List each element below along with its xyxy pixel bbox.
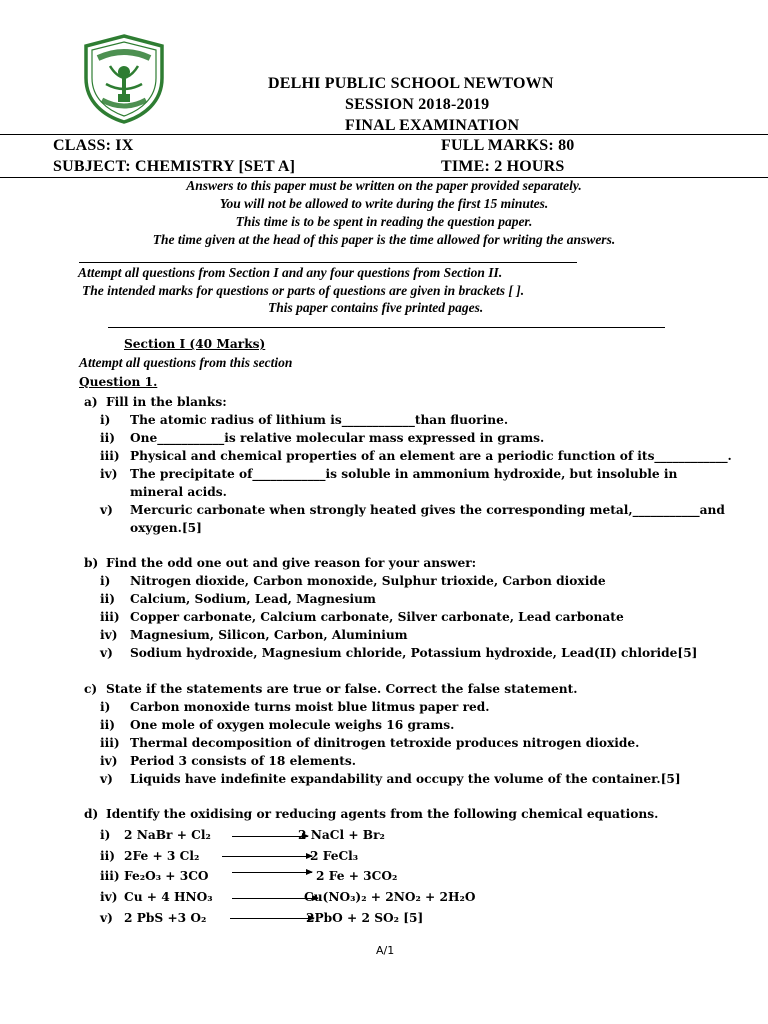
- part-b-label: b): [84, 556, 99, 570]
- list-item: [100, 413, 732, 431]
- reaction-arrow: [222, 856, 312, 857]
- time-label: TIME: 2 HOURS: [441, 158, 565, 175]
- general-instruction: The intended marks for questions or parts of questions are given in brackets [ ].: [82, 283, 525, 298]
- header-rule-top: [0, 134, 768, 135]
- item-text: Copper carbonate, Calcium carbonate, Silver carbonate, Lead carbonate: [130, 610, 624, 624]
- equation-rhs: 2 Fe + 3CO₂: [316, 869, 398, 883]
- equation-number: iv): [100, 890, 118, 904]
- list-item: [100, 503, 732, 521]
- subject-label: SUBJECT: CHEMISTRY [SET A]: [53, 158, 296, 175]
- item-text: The precipitate of____________is soluble in ammonium hydroxide, but insoluble in: [130, 467, 678, 481]
- class-label: CLASS: IX: [53, 137, 134, 154]
- item-number: ii): [100, 431, 116, 445]
- question-heading: Question 1.: [79, 375, 158, 389]
- item-text: oxygen.[5]: [130, 521, 202, 535]
- session-title: SESSION 2018-2019: [345, 96, 490, 113]
- item-text: Liquids have indefinite expandability and occupy the volume of the container.[5]: [130, 772, 681, 786]
- list-item: [100, 467, 732, 485]
- item-text: Carbon monoxide turns moist blue litmus paper red.: [130, 700, 490, 714]
- section-note: Attempt all questions from this section: [79, 355, 293, 370]
- general-instruction: This paper contains five printed pages.: [268, 300, 484, 315]
- item-number: i): [100, 574, 111, 588]
- exam-title: FINAL EXAMINATION: [345, 117, 520, 134]
- equation-rhs: 2 FeCl₃: [310, 849, 359, 863]
- instruction-line: You will not be allowed to write during the first 15 minutes.: [219, 196, 549, 211]
- list-item: [100, 449, 732, 467]
- list-item: [100, 485, 732, 503]
- list-item: [100, 431, 732, 449]
- item-number: i): [100, 700, 111, 714]
- list-item: [100, 521, 732, 539]
- equation-rhs: Cu(NO₃)₂ + 2NO₂ + 2H₂O: [304, 890, 476, 904]
- item-number: v): [100, 646, 113, 660]
- item-text: One mole of oxygen molecule weighs 16 grams.: [130, 718, 455, 732]
- item-text: The atomic radius of lithium is____________than fluorine.: [130, 413, 509, 427]
- list-item: [100, 628, 697, 646]
- list-item: [100, 646, 697, 664]
- item-number: i): [100, 413, 111, 427]
- item-text: Sodium hydroxide, Magnesium chloride, Potassium hydroxide, Lead(II) chloride[5]: [130, 646, 698, 660]
- reaction-arrow: [230, 918, 314, 919]
- part-c-label: c): [84, 682, 98, 696]
- item-number: iii): [100, 610, 120, 624]
- instruction-line: The time given at the head of this paper is the time allowed for writing the answers.: [152, 232, 616, 247]
- list-item: [100, 574, 697, 592]
- instruction-line: This time is to be spent in reading the question paper.: [235, 214, 533, 229]
- item-number: v): [100, 772, 113, 786]
- equation-number: iii): [100, 869, 120, 883]
- item-text: Mercuric carbonate when strongly heated gives the corresponding metal,___________and: [130, 503, 725, 517]
- list-item: [100, 736, 681, 754]
- list-item: [100, 718, 681, 736]
- reaction-arrow: [232, 836, 308, 837]
- item-number: iii): [100, 736, 120, 750]
- list-item: [100, 754, 681, 772]
- list-item: [100, 610, 697, 628]
- full-marks-label: FULL MARKS: 80: [441, 137, 575, 154]
- item-number: iv): [100, 628, 118, 642]
- item-text: mineral acids.: [130, 485, 227, 499]
- instruction-line: Answers to this paper must be written on the paper provided separately.: [186, 178, 582, 193]
- list-item: [100, 772, 681, 790]
- item-number: ii): [100, 592, 116, 606]
- school-crest-logo: [78, 32, 170, 126]
- school-name: DELHI PUBLIC SCHOOL NEWTOWN: [268, 75, 554, 92]
- item-text: Nitrogen dioxide, Carbon monoxide, Sulphur trioxide, Carbon dioxide: [130, 574, 606, 588]
- list-item: [100, 592, 697, 610]
- equation-lhs: 2 PbS +3 O₂: [124, 911, 207, 925]
- equation-lhs: 2Fe + 3 Cl₂: [124, 849, 200, 863]
- equation-rhs: 2 NaCl + Br₂: [298, 828, 385, 842]
- item-number: iv): [100, 467, 118, 481]
- school-crest-icon: [78, 32, 170, 126]
- item-number: iii): [100, 449, 120, 463]
- part-c-title: State if the statements are true or false. Correct the false statement.: [106, 682, 578, 696]
- part-d-title: Identify the oxidising or reducing agents from the following chemical equations.: [106, 807, 659, 821]
- general-instruction: Attempt all questions from Section I and any four questions from Section II.: [78, 265, 503, 280]
- part-a-title: Fill in the blanks:: [106, 395, 227, 409]
- equation-number: i): [100, 828, 111, 842]
- equation-rhs: 2PbO + 2 SO₂ [5]: [306, 911, 424, 925]
- part-b-list: [100, 574, 697, 664]
- equation-lhs: Fe₂O₃ + 3CO: [124, 869, 209, 883]
- part-c-list: [100, 700, 681, 790]
- equation-number: v): [100, 911, 113, 925]
- equation-number: ii): [100, 849, 116, 863]
- equation-lhs: Cu + 4 HNO₃: [124, 890, 213, 904]
- part-d-label: d): [84, 807, 99, 821]
- item-number: iv): [100, 754, 118, 768]
- part-a-list: [100, 413, 732, 539]
- item-text: Thermal decomposition of dinitrogen tetroxide produces nitrogen dioxide.: [130, 736, 640, 750]
- item-text: Period 3 consists of 18 elements.: [130, 754, 356, 768]
- reaction-arrow: [232, 872, 312, 873]
- instructions-rule: [79, 262, 577, 263]
- list-item: [100, 700, 681, 718]
- item-text: Calcium, Sodium, Lead, Magnesium: [130, 592, 376, 606]
- item-text: Physical and chemical properties of an element are a periodic function of its____________.: [130, 449, 732, 463]
- item-number: ii): [100, 718, 116, 732]
- item-text: Magnesium, Silicon, Carbon, Aluminium: [130, 628, 408, 642]
- item-text: One___________is relative molecular mass expressed in grams.: [130, 431, 545, 445]
- item-number: v): [100, 503, 113, 517]
- section-title: Section I (40 Marks): [124, 337, 266, 351]
- part-a-label: a): [84, 395, 98, 409]
- part-b-title: Find the odd one out and give reason for your answer:: [106, 556, 477, 570]
- general-rule: [108, 327, 665, 328]
- page-number: A/1: [376, 944, 395, 957]
- equation-lhs: 2 NaBr + Cl₂: [124, 828, 211, 842]
